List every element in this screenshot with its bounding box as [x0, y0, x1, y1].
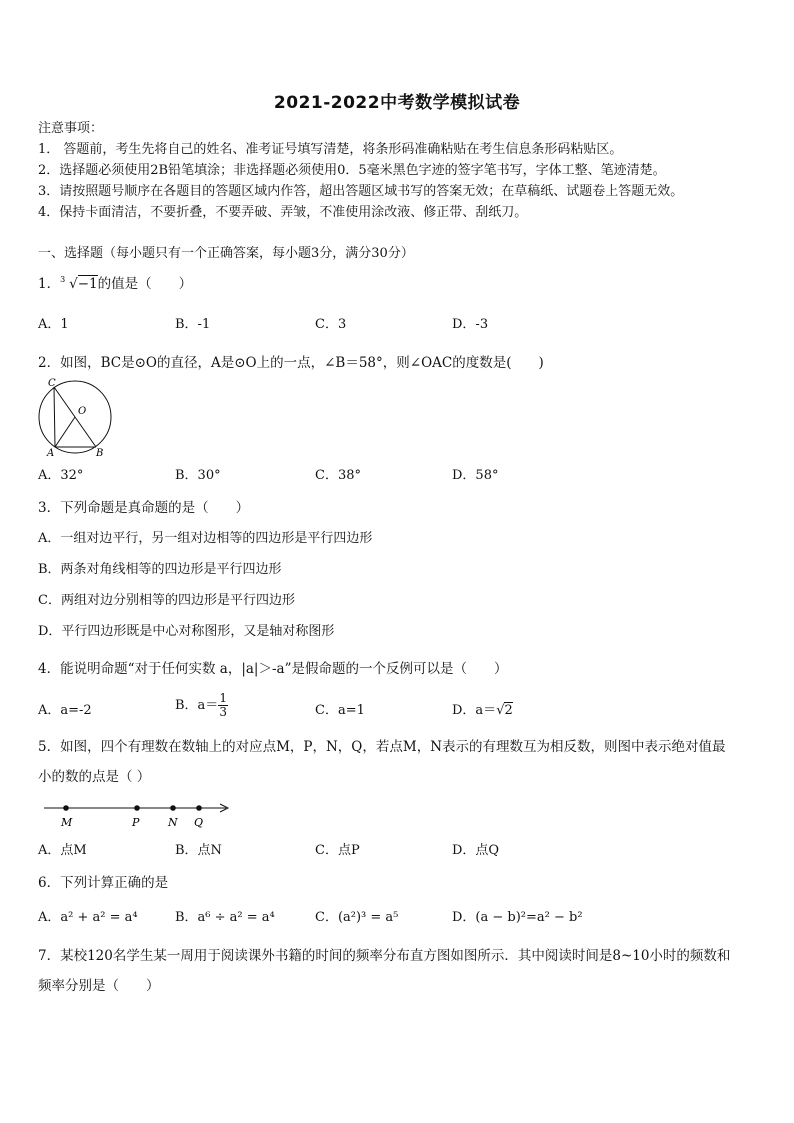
label-n: N — [168, 816, 178, 829]
label-a: A — [47, 448, 55, 458]
q6-option-a[interactable]: A．a² + a² = a⁴ — [38, 910, 138, 925]
point-m — [63, 805, 69, 811]
label-b: B — [96, 448, 104, 458]
label-p: P — [132, 816, 140, 829]
q2-option-a[interactable]: A．32° — [38, 468, 84, 483]
fraction-one-third — [218, 692, 228, 719]
q2-option-c[interactable]: C．38° — [315, 468, 361, 483]
q1-prefix: 1． — [38, 276, 61, 292]
q5-option-a[interactable]: A．点M — [38, 843, 87, 858]
cube-root-expression — [60, 274, 98, 294]
point-q — [196, 805, 202, 811]
q3-option-b[interactable]: B．两条对角线相等的四边形是平行四边形 — [38, 562, 282, 577]
notice-heading: 注意事项： — [38, 121, 104, 136]
q6-option-b[interactable]: B．a⁶ ÷ a² = a⁴ — [175, 910, 275, 925]
question-5-stem-line2: 小的数的点是（ ） — [38, 769, 151, 785]
q4-option-c[interactable]: C．a=1 — [315, 703, 365, 718]
q4-option-d-prefix: D．a＝ — [452, 703, 497, 718]
q6-option-c[interactable]: C．(a²)³ = a⁵ — [315, 910, 399, 925]
q6-option-d[interactable]: D．(a − b)²=a² − b² — [452, 910, 583, 925]
q1-suffix: 的值是（ ） — [97, 276, 193, 292]
label-q: Q — [194, 816, 204, 829]
root-index: 3 — [60, 275, 66, 284]
exam-title: 2021-2022中考数学模拟试卷 — [273, 93, 521, 113]
notice-item-4: 4．保持卡面清洁，不要折叠，不要弄破、弄皱，不准使用涂改液、修正带、刮纸刀。 — [38, 205, 528, 220]
q1-option-a[interactable]: A．1 — [38, 317, 69, 332]
notice-item-2: 2．选择题必须使用2B铅笔填涂；非选择题必须使用0．5毫米黑色字迹的签字笔书写，字体工整、笔迹清楚。 — [38, 163, 666, 178]
question-2-stem: 2．如图，BC是⊙O的直径，A是⊙O上的一点，∠B＝58°，则∠OAC的度数是( ) — [38, 355, 544, 371]
question-5-stem-line1: 5．如图，四个有理数在数轴上的对应点M，P，N，Q，若点M，N表示的有理数互为相反数，则图中表示绝对值最 — [38, 739, 726, 755]
section-heading-choice: 一、选择题（每小题只有一个正确答案，每小题3分，满分30分） — [38, 246, 414, 261]
q2-option-b[interactable]: B．30° — [175, 468, 221, 483]
point-n — [170, 805, 176, 811]
label-m: M — [61, 816, 73, 829]
question-1-stem — [38, 274, 192, 294]
fraction-denominator: 3 — [219, 705, 227, 719]
q3-option-a[interactable]: A．一组对边平行，另一组对边相等的四边形是平行四边形 — [38, 531, 373, 546]
radicand: −1 — [77, 276, 98, 292]
question-7-stem-line2: 频率分别是（ ） — [38, 978, 160, 994]
q3-option-c[interactable]: C．两组对边分别相等的四边形是平行四边形 — [38, 593, 295, 608]
segment-ao — [55, 417, 75, 447]
q4-option-d[interactable] — [452, 702, 513, 720]
number-line-figure — [40, 798, 240, 832]
q2-option-d[interactable]: D．58° — [452, 468, 499, 483]
q4-option-d-radicand: 2 — [504, 703, 513, 718]
q5-option-c[interactable]: C．点P — [315, 843, 360, 858]
label-o: O — [78, 406, 87, 417]
q4-option-b-prefix: B．a＝ — [175, 698, 219, 713]
q5-option-d[interactable]: D．点Q — [452, 843, 500, 858]
q4-option-b[interactable] — [175, 692, 228, 719]
q1-option-c[interactable]: C．3 — [315, 317, 347, 332]
q3-option-d[interactable]: D．平行四边形既是中心对称图形，又是轴对称图形 — [38, 624, 335, 639]
question-7-stem-line1: 7．某校120名学生某一周用于阅读课外书籍的时间的频率分布直方图如图所示．其中阅读时间是8~10小时的频数和 — [38, 948, 731, 964]
q1-option-b[interactable]: B．-1 — [175, 317, 211, 332]
question-4-stem: 4．能说明命题“对于任何实数 a，|a|＞-a”是假命题的一个反例可以是（ ） — [38, 661, 508, 677]
q5-option-b[interactable]: B．点N — [175, 843, 222, 858]
point-p — [134, 805, 140, 811]
notice-item-3: 3．请按照题号顺序在各题目的答题区域内作答，超出答题区域书写的答案无效；在草稿纸、试题卷上答题无效。 — [38, 184, 684, 199]
fraction-numerator: 1 — [219, 691, 227, 705]
circle-figure — [34, 376, 116, 458]
q1-option-d[interactable]: D．-3 — [452, 317, 489, 332]
radical-sign-icon: √ — [496, 703, 505, 718]
segment-ca — [54, 387, 55, 447]
question-6-stem: 6．下列计算正确的是 — [38, 875, 169, 891]
question-3-stem: 3．下列命题是真命题的是（ ） — [38, 500, 250, 516]
notice-item-1: 1． 答题前，考生先将自己的姓名、准考证号填写清楚，将条形码准确粘贴在考生信息条形码粘贴区。 — [38, 142, 623, 157]
q4-option-a[interactable]: A．a=-2 — [38, 703, 92, 718]
radical-sign-icon: √ — [69, 276, 78, 292]
label-c: C — [48, 378, 56, 389]
